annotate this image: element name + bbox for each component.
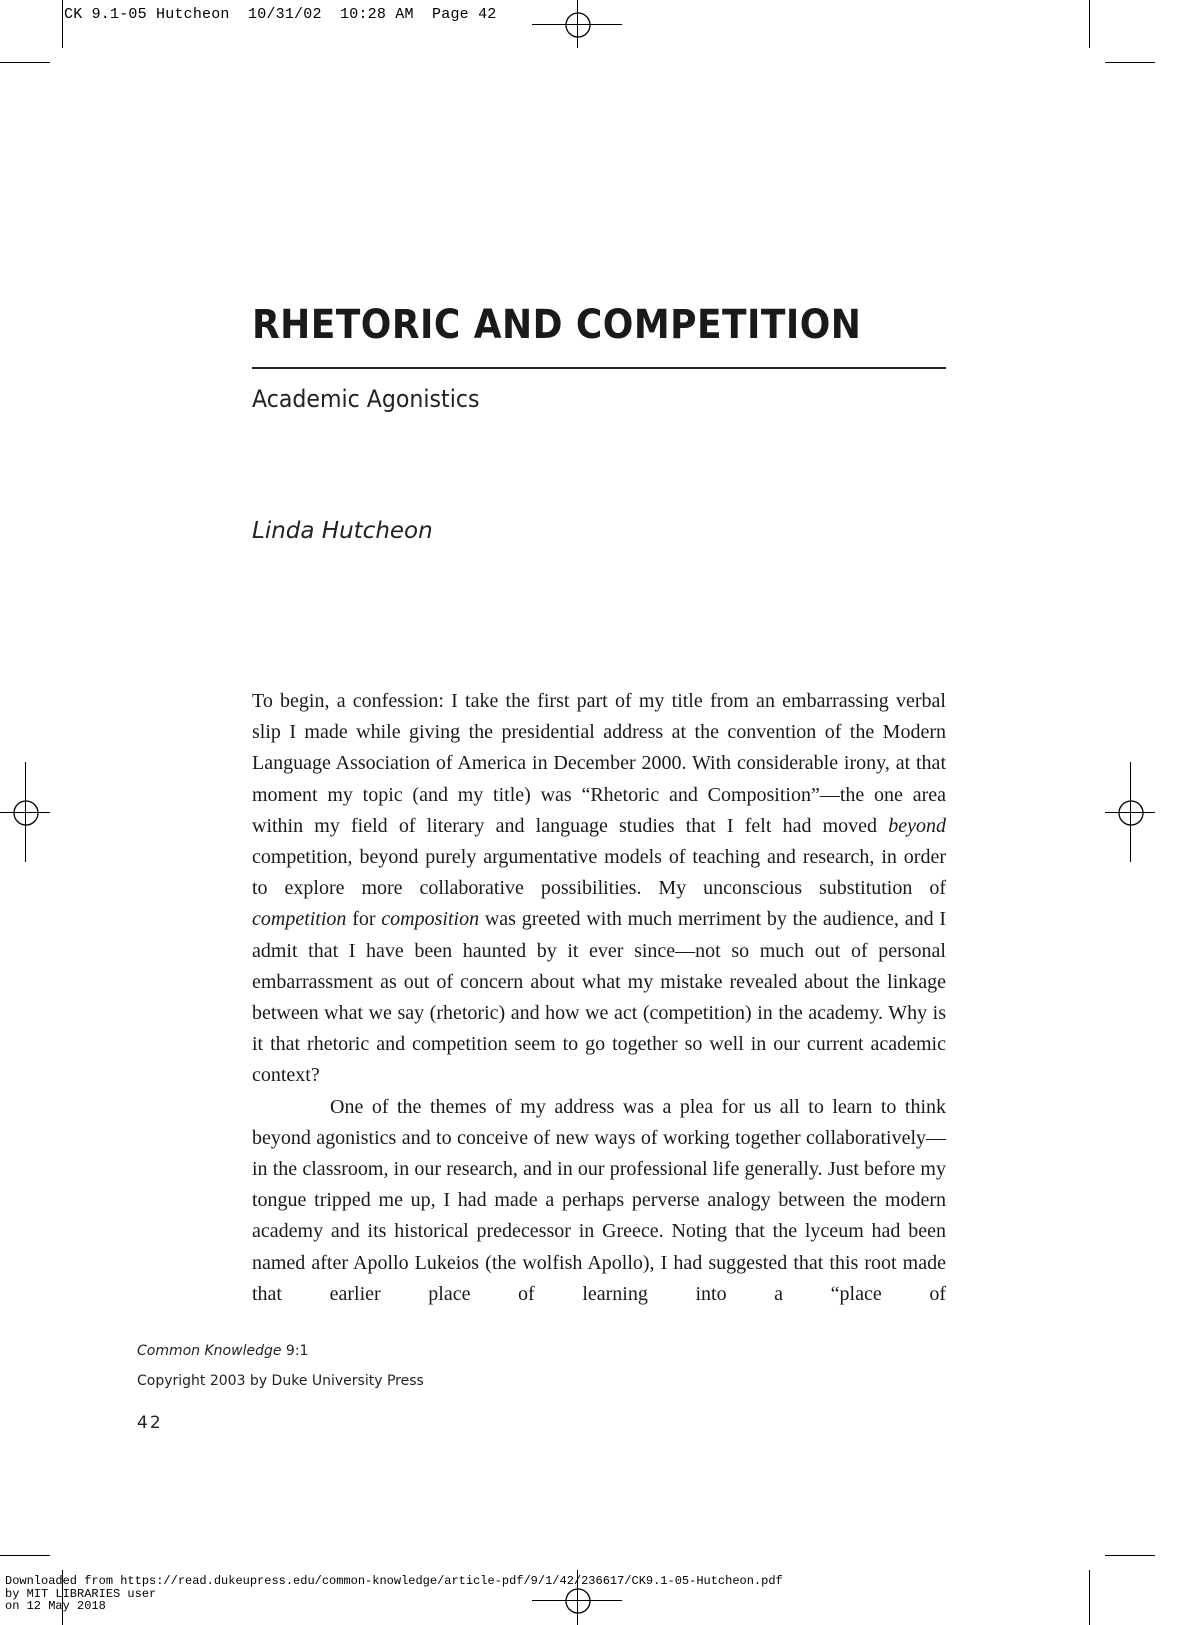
registration-mark-top — [564, 11, 592, 39]
copyright-notice: Copyright 2003 by Duke University Press — [137, 1373, 424, 1389]
emphasis: composition — [381, 908, 480, 931]
crop-mark — [1089, 0, 1090, 48]
emphasis: competition — [252, 908, 347, 931]
author-name: Linda Hutcheon — [252, 518, 433, 544]
download-watermark: Downloaded from https://read.dukeupress.edu/common-knowledge/article-pdf/9/1/42/236617/CK9.1-05-Hutcheon.pdf by MIT LIBRARIES user on 12 May 2018 — [5, 1574, 783, 1613]
paragraph: To begin, a confession: I take the first part of my title from an embarrassing verbal slip I made while giving the presidential address at the convention of the Modern Language Association of America in December 2000. With considerable irony, at that moment my topic (and my title) was “Rhetoric and Composition”—the one area within my field of literary and language studies that I felt had moved beyond competition, beyond purely argumentative models of teaching and research, in order to explore more collaborative possibilities. My unconscious substitution of competition for composition was greeted with much merriment by the audience, and I admit that I have been haunted by it ever since—not so much out of personal embarrassment as out of concern about what my mistake revealed about the linkage between what we say (rhetoric) and how we act (competition) in the academy. Why is it that rhetoric and competition seem to go together so well in our current academic context? — [252, 690, 946, 1087]
printer-slug: CK 9.1-05 Hutcheon 10/31/02 10:28 AM Page 42 — [64, 6, 497, 23]
crop-mark — [1105, 1555, 1155, 1556]
article-title: RHETORIC AND COMPETITION — [252, 302, 862, 348]
title-rule — [252, 367, 946, 369]
crop-mark — [62, 0, 63, 48]
crop-mark — [0, 1555, 50, 1556]
emphasis: beyond — [888, 814, 946, 837]
registration-mark-right — [1117, 799, 1145, 827]
article-body — [252, 686, 946, 1310]
page-number: 42 — [137, 1413, 163, 1433]
crop-mark — [1105, 62, 1155, 63]
crop-mark — [1089, 1570, 1090, 1625]
journal-issue: 9:1 — [281, 1343, 309, 1359]
registration-mark-left — [12, 799, 40, 827]
journal-citation — [137, 1343, 308, 1359]
paragraph: One of the themes of my address was a plea for us all to learn to think beyond agonistics and to conceive of new ways of working together collaboratively—in the classroom, in our research, and in our professional life generally. Just before my tongue tripped me up, I had made a perhaps perverse analogy between the modern academy and its historical predecessor in Greece. Noting that the lyceum had been named after Apollo Lukeios (the wolfish Apollo), I had suggested that this root made that earlier place of learning into a “place of — [252, 1095, 946, 1305]
journal-name: Common Knowledge — [137, 1343, 282, 1359]
crop-mark — [0, 62, 50, 63]
article-subtitle: Academic Agonistics — [252, 385, 480, 413]
